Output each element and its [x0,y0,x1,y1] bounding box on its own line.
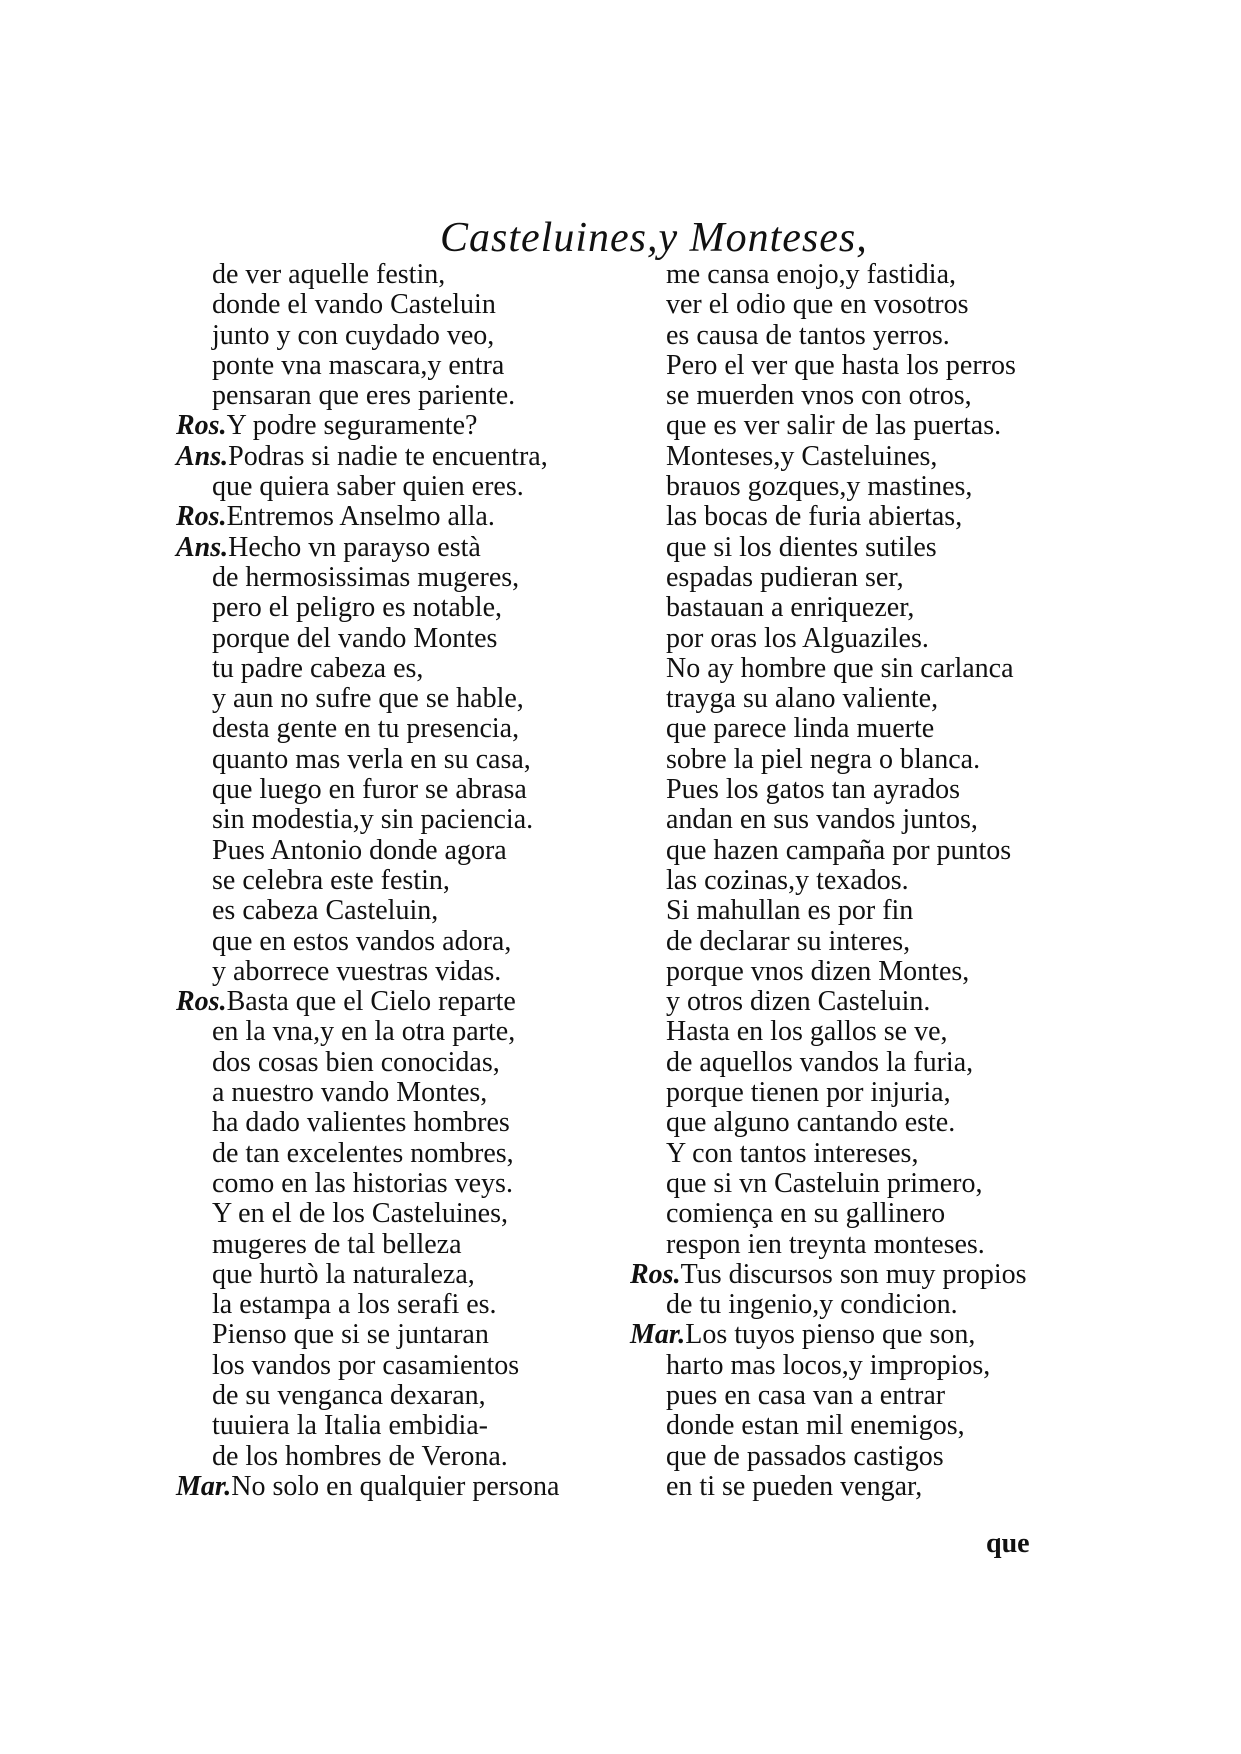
verse-text: Y podre seguramente? [226,410,478,442]
verse-text: me cansa enojo,y fastidia, [666,259,957,290]
verse-line [630,1260,1090,1290]
verse-line [630,1472,1090,1502]
verse-line [630,563,1090,593]
verse-line [630,1230,1090,1260]
verse-text: Basta que el Cielo reparte [226,986,516,1018]
verse-text: que luego en furor se abrasa [212,774,527,806]
verse-text: Pues los gatos tan ayrados [666,774,960,806]
verse-text: que si vn Casteluin primero, [666,1167,983,1199]
verse-text: espadas pudieran ser, [666,561,904,593]
verse-line [630,775,1090,805]
verse-text: Los tuyos pienso que son, [685,1319,976,1351]
verse-line [630,472,1090,502]
verse-line [630,1411,1090,1441]
verse-text: Monteses,y Casteluines, [666,440,938,472]
verse-text: No ay hombre que sin carlanca [666,652,1014,684]
verse-line [176,805,636,835]
verse-line [176,957,636,987]
verse-line [176,654,636,684]
verse-line [630,1139,1090,1169]
verse-line [176,1199,636,1229]
verse-line [176,866,636,896]
verse-text: que hazen campaña por puntos [666,834,1012,866]
verse-line [176,290,636,320]
verse-line [176,775,636,805]
verse-line [176,836,636,866]
speaker-label: Ros. [176,501,227,533]
verse-text: de aquellos vandos la furia, [666,1046,974,1078]
verse-line [176,1320,636,1350]
speaker-label: Mar. [176,1470,232,1502]
verse-text: de los hombres de Verona. [212,1440,508,1472]
verse-text: sobre la piel negra o blanca. [666,743,981,775]
verse-line [176,351,636,381]
verse-line [630,927,1090,957]
verse-text: se celebra este festin, [212,864,450,896]
verse-line [176,745,636,775]
verse-line [630,1290,1090,1320]
speaker-label: Ans. [176,440,229,472]
verse-line [630,836,1090,866]
verse-text: ponte vna mascara,y entra [212,349,505,381]
verse-text: Tus discursos son muy propios [680,1258,1027,1290]
verse-text: junto y con cuydado veo, [212,319,495,351]
verse-text: respon ien treynta monteses. [666,1228,985,1260]
verse-line [176,1290,636,1320]
speaker-label: Ans. [176,531,229,563]
verse-line [630,684,1090,714]
verse-line [176,1381,636,1411]
verse-text: Podras si nadie te encuentra, [228,440,548,472]
verse-line [630,351,1090,381]
verse-line [630,714,1090,744]
verse-text: andan en sus vandos juntos, [666,804,978,836]
verse-text: de tu ingenio,y condicion. [666,1289,958,1321]
verse-line [630,1320,1090,1350]
verse-text: por oras los Alguaziles. [666,622,929,654]
verse-line [630,1199,1090,1229]
verse-text: que es ver salir de las puertas. [666,410,1002,442]
verse-line [176,411,636,441]
verse-text: desta gente en tu presencia, [212,713,520,745]
verse-line [630,411,1090,441]
verse-text: de hermosissimas mugeres, [212,561,520,593]
verse-line [176,1411,636,1441]
verse-line [630,381,1090,411]
verse-line [630,624,1090,654]
verse-line [176,927,636,957]
running-title: Casteluines,y Monteses, [440,215,868,261]
verse-line [630,533,1090,563]
verse-text: que quiera saber quien eres. [212,471,524,503]
verse-line [630,442,1090,472]
verse-text: donde estan mil enemigos, [666,1410,965,1442]
verse-text: y aun no sufre que se hable, [212,683,524,715]
verse-text: como en las historias veys. [212,1167,513,1199]
verse-line [176,896,636,926]
verse-text: de tan excelentes nombres, [212,1137,514,1169]
verse-text: las cozinas,y texados. [666,864,909,896]
verse-line [176,260,636,290]
verse-text: mugeres de tal belleza [212,1228,462,1260]
verse-text: de ver aquelle festin, [212,259,446,290]
verse-line [630,745,1090,775]
verse-line [176,381,636,411]
verse-text: que si los dientes sutiles [666,531,937,563]
verse-line [176,624,636,654]
verse-text: Y en el de los Casteluines, [212,1198,509,1230]
verse-text: pensaran que eres pariente. [212,380,516,412]
verse-text: Pues Antonio donde agora [212,834,507,866]
verse-text: los vandos por casamientos [212,1349,520,1381]
right-text-column [630,260,1090,1502]
speaker-label: Ros. [630,1258,681,1290]
verse-line [176,563,636,593]
verse-text: de declarar su interes, [666,925,911,957]
verse-text: pero el peligro es notable, [212,592,503,624]
verse-line [176,1017,636,1047]
verse-line [176,502,636,532]
verse-line [630,321,1090,351]
verse-text: las bocas de furia abiertas, [666,501,963,533]
verse-line [630,290,1090,320]
verse-line [630,654,1090,684]
verse-line [176,1169,636,1199]
verse-text: No solo en qualquier persona [231,1470,560,1502]
verse-text: Hasta en los gallos se ve, [666,1016,948,1048]
verse-line [630,866,1090,896]
verse-line [176,593,636,623]
speaker-label: Mar. [630,1319,686,1351]
verse-line [176,1351,636,1381]
verse-text: es cabeza Casteluin, [212,895,439,927]
verse-line [176,1078,636,1108]
verse-text: dos cosas bien conocidas, [212,1046,500,1078]
verse-text: porque del vando Montes [212,622,498,654]
verse-line [630,1048,1090,1078]
verse-text: tu padre cabeza es, [212,652,424,684]
verse-text: Y con tantos intereses, [666,1137,919,1169]
verse-line [630,1017,1090,1047]
verse-text: sin modestia,y sin paciencia. [212,804,534,836]
verse-text: porque vnos dizen Montes, [666,955,970,987]
verse-line [176,442,636,472]
verse-text: Entremos Anselmo alla. [226,501,495,533]
verse-text: que alguno cantando este. [666,1107,956,1139]
verse-line [630,1169,1090,1199]
verse-line [176,321,636,351]
verse-line [630,896,1090,926]
verse-line [630,260,1090,290]
verse-text: es causa de tantos yerros. [666,319,950,351]
verse-text: Hecho vn parayso està [228,531,481,563]
verse-text: que de passados castigos [666,1440,944,1472]
verse-text: tuuiera la Italia embidia- [212,1410,488,1442]
verse-line [176,1230,636,1260]
verse-text: trayga su alano valiente, [666,683,939,715]
catchword: que [986,1528,1030,1559]
verse-line [630,987,1090,1017]
verse-line [630,593,1090,623]
verse-line [176,1442,636,1472]
verse-line [176,1472,636,1502]
speaker-label: Ros. [176,410,227,442]
verse-line [630,1351,1090,1381]
verse-text: donde el vando Casteluin [212,289,496,321]
verse-line [630,1078,1090,1108]
verse-text: ha dado valientes hombres [212,1107,510,1139]
verse-text: comiença en su gallinero [666,1198,946,1230]
verse-line [176,533,636,563]
verse-text: a nuestro vando Montes, [212,1077,488,1109]
verse-text: Pienso que si se juntaran [212,1319,489,1351]
verse-line [630,1442,1090,1472]
verse-text: en la vna,y en la otra parte, [212,1016,516,1048]
verse-text: quanto mas verla en su casa, [212,743,531,775]
verse-line [630,957,1090,987]
verse-text: brauos gozques,y mastines, [666,471,973,503]
verse-line [176,472,636,502]
left-text-column [176,260,636,1502]
verse-text: Si mahullan es por fin [666,895,914,927]
speaker-label: Ros. [176,986,227,1018]
verse-line [176,1048,636,1078]
verse-text: que hurtò la naturaleza, [212,1258,475,1290]
verse-line [630,1108,1090,1138]
verse-text: en ti se pueden vengar, [666,1470,923,1502]
verse-text: de su venganca dexaran, [212,1379,486,1411]
verse-text: la estampa a los serafi es. [212,1289,497,1321]
verse-line [176,1108,636,1138]
verse-text: y aborrece vuestras vidas. [212,955,502,987]
verse-line [176,987,636,1017]
verse-text: harto mas locos,y impropios, [666,1349,991,1381]
verse-line [176,1260,636,1290]
verse-text: ver el odio que en vosotros [666,289,969,321]
verse-line [176,684,636,714]
verse-text: que parece linda muerte [666,713,935,745]
verse-line [176,1139,636,1169]
verse-text: bastauan a enriquezer, [666,592,915,624]
verse-text: porque tienen por injuria, [666,1077,951,1109]
verse-line [176,714,636,744]
verse-line [630,502,1090,532]
verse-line [630,1381,1090,1411]
verse-text: Pero el ver que hasta los perros [666,349,1016,381]
verse-line [630,805,1090,835]
verse-text: y otros dizen Casteluin. [666,986,931,1018]
verse-text: se muerden vnos con otros, [666,380,972,412]
verse-text: pues en casa van a entrar [666,1379,946,1411]
verse-text: que en estos vandos adora, [212,925,512,957]
